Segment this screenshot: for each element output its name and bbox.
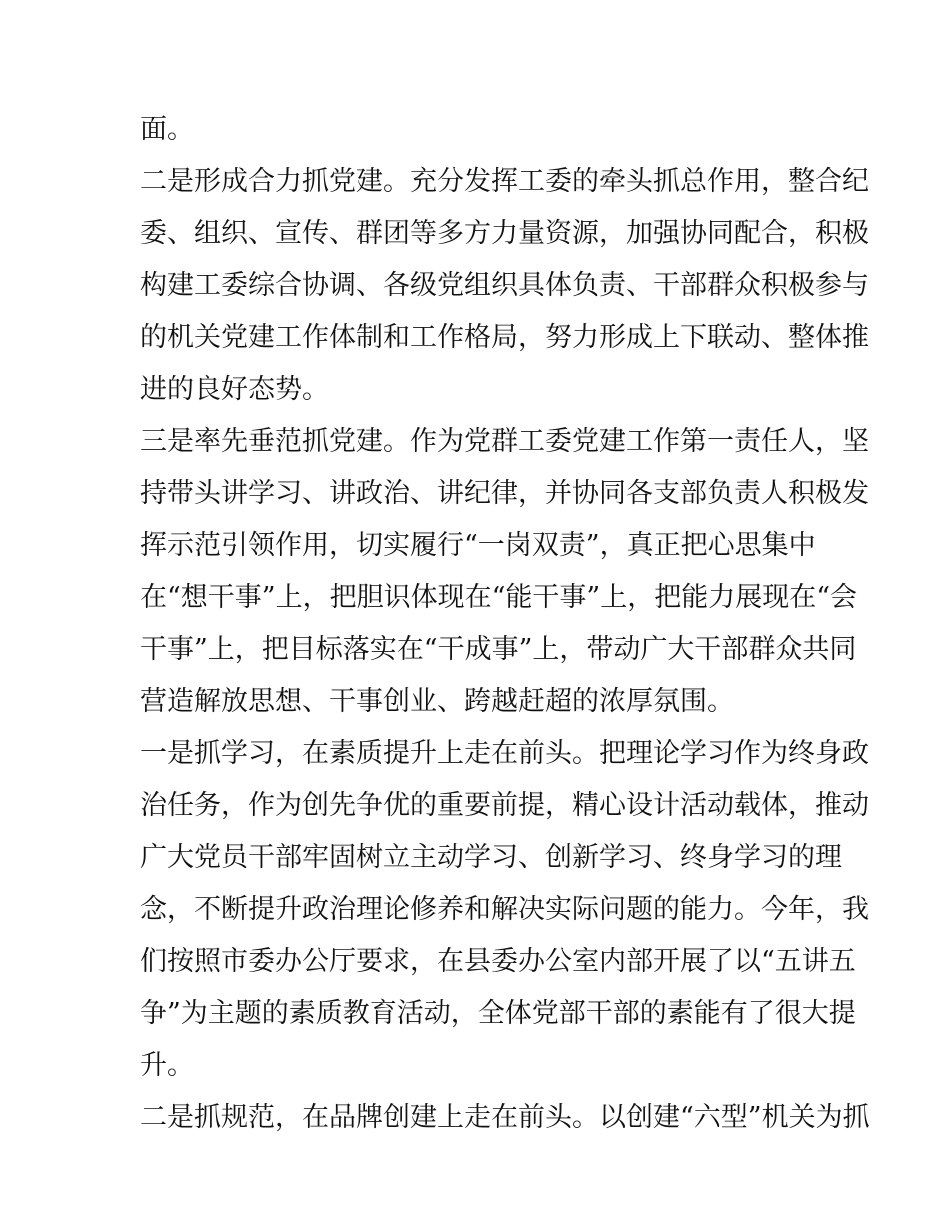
text-line: 念，不断提升政治理论修养和解决实际问题的能力。今年，我 xyxy=(140,894,869,925)
text-line: 的机关党建工作体制和工作格局，努力形成上下联动、整体推 xyxy=(140,322,869,353)
text-line: 构建工委综合协调、各级党组织具体负责、干部群众积极参与 xyxy=(140,270,869,301)
text-line: 干事”上，把目标落实在“干成事”上，带动广大干部群众共同 xyxy=(140,634,857,665)
body-text xyxy=(140,104,870,1144)
text-line: 持带头讲学习、讲政治、讲纪律，并协同各支部负责人积极发 xyxy=(140,478,869,509)
text-line: 升。 xyxy=(140,1050,194,1081)
text-line: 治任务，作为创先争优的重要前提，精心设计活动载体，推动 xyxy=(140,790,869,821)
text-line: 三是率先垂范抓党建。作为党群工委党建工作第一责任人，坚 xyxy=(140,426,869,457)
text-line: 进的良好态势。 xyxy=(140,374,329,405)
text-line: 广大党员干部牢固树立主动学习、创新学习、终身学习的理 xyxy=(140,842,842,873)
text-line: 二是抓规范，在品牌创建上走在前头。以创建“六型”机关为抓 xyxy=(140,1102,870,1133)
text-line: 们按照市委办公厅要求，在县委办公室内部开展了以“五讲五 xyxy=(140,946,856,977)
text-line: 在“想干事”上，把胆识体现在“能干事”上，把能力展现在“会 xyxy=(140,582,858,613)
text-line: 面。 xyxy=(140,114,194,145)
text-line: 营造解放思想、干事创业、跨越赶超的浓厚氛围。 xyxy=(140,686,734,717)
text-line: 二是形成合力抓党建。充分发挥工委的牵头抓总作用，整合纪 xyxy=(140,166,869,197)
text-line: 争”为主题的素质教育活动，全体党部干部的素能有了很大提 xyxy=(140,998,856,1029)
text-line: 委、组织、宣传、群团等多方力量资源，加强协同配合，积极 xyxy=(140,218,869,249)
text-line: 挥示范引领作用，切实履行“一岗双责”，真正把心思集中 xyxy=(140,530,816,561)
text-line: 一是抓学习，在素质提升上走在前头。把理论学习作为终身政 xyxy=(140,738,869,769)
